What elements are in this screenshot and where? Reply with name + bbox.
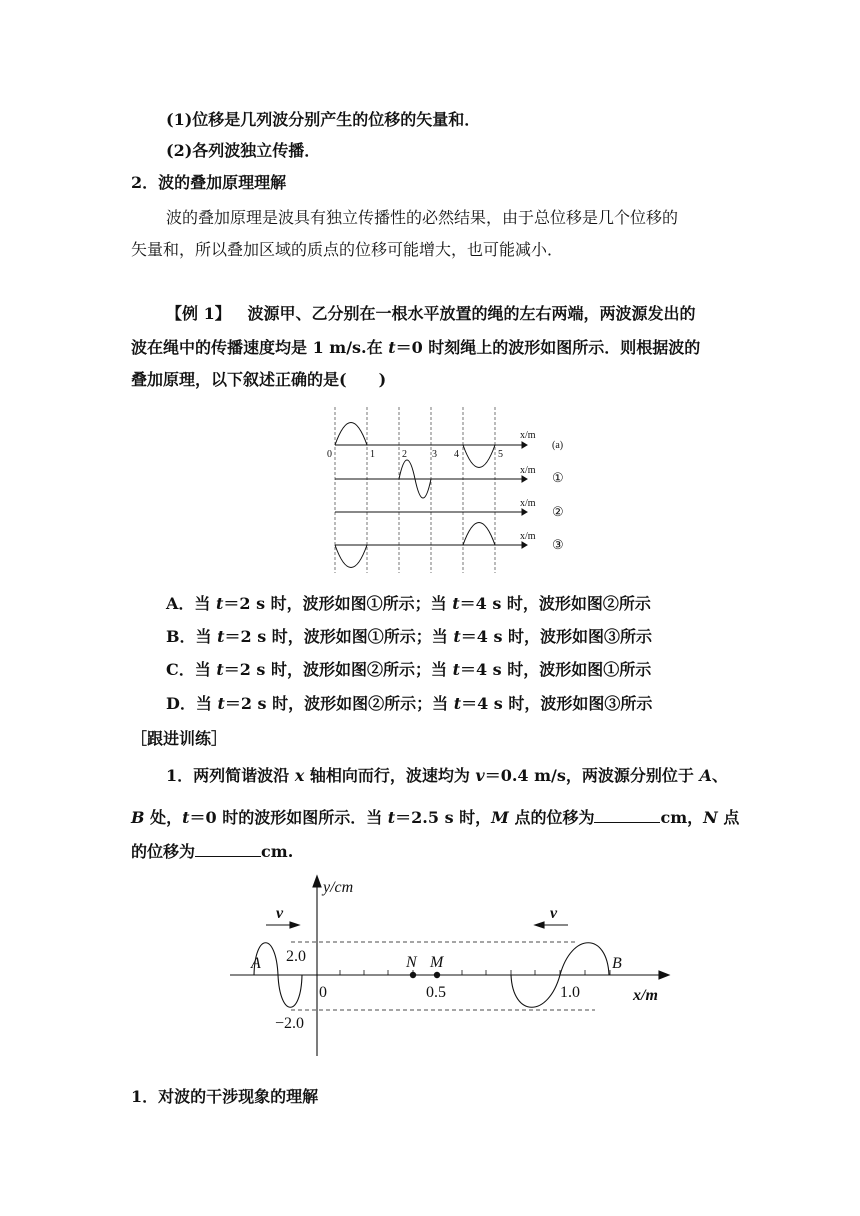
option-a-text: ＝2 s 时，波形如图①所示；当 <box>223 594 453 613</box>
option-c-text: ＝2 s 时，波形如图②所示；当 <box>223 660 453 679</box>
tick-label-1-0: 1.0 <box>560 984 580 1001</box>
example-line-1 <box>166 302 695 326</box>
item-1: (1)位移是几列波分别产生的位移的矢量和． <box>166 110 481 129</box>
row-label-1: ① <box>552 470 564 485</box>
tick-label-2-0: 2.0 <box>286 948 306 965</box>
section-heading-2: 2．波的叠加原理理解 <box>131 173 287 192</box>
var-t: t <box>216 660 224 679</box>
tick-1: 1 <box>370 449 375 460</box>
question-text: 点的位移为 <box>508 808 595 827</box>
question-text: ＝0 时的波形如图所示．当 <box>189 808 388 827</box>
var-t: t <box>182 808 190 827</box>
var-t: t <box>217 694 225 713</box>
velocity-arrowhead-right <box>535 922 544 928</box>
wave-a-left <box>335 423 367 446</box>
wave-3-left <box>335 545 367 568</box>
example-text: 波在绳中的传播速度均是 1 m/s.在 <box>131 338 389 357</box>
label-m: M <box>430 954 444 971</box>
option-d-text: ＝2 s 时，波形如图②所示；当 <box>224 694 454 713</box>
wave-figure-2 <box>225 870 675 1060</box>
var-t: t <box>388 338 396 357</box>
example-line-3: 叠加原理，以下叙述正确的是( ) <box>131 370 387 389</box>
x-axis-arrow <box>659 971 669 979</box>
option-a <box>166 592 651 616</box>
var-t: t <box>452 660 460 679</box>
question-line-2 <box>131 804 739 830</box>
option-a-text: A．当 <box>166 594 216 613</box>
var-n: N <box>703 808 718 827</box>
row-label-3: ③ <box>552 537 564 552</box>
option-b-text: ＝2 s 时，波形如图①所示；当 <box>224 627 454 646</box>
arrow-1 <box>522 476 527 482</box>
axis-label-1: x/m <box>520 465 536 476</box>
row-label-2: ② <box>552 504 564 519</box>
var-a: A <box>699 766 712 785</box>
option-b-text: ＝4 s 时，波形如图③所示 <box>460 627 653 646</box>
answer-blank-m[interactable] <box>594 804 660 823</box>
question-text: 的位移为 <box>131 842 196 861</box>
var-x: x <box>294 766 305 785</box>
var-t: t <box>387 808 396 827</box>
section-heading-3: 1．对波的干涉现象的理解 <box>131 1087 319 1106</box>
label-n: N <box>406 954 417 971</box>
velocity-label-right: v <box>550 905 558 922</box>
x-ticks <box>340 970 610 975</box>
question-text: ＝2.5 s 时， <box>395 808 492 827</box>
option-c-text: ＝4 s 时，波形如图①所示 <box>459 660 652 679</box>
option-b-text: B．当 <box>166 627 218 646</box>
axis-label-2: x/m <box>520 498 536 509</box>
example-line-2 <box>131 336 700 360</box>
label-b: B <box>612 955 622 972</box>
example-text: ＝0 时刻绳上的波形如图所示．则根据波的 <box>395 338 701 357</box>
option-d-text: D．当 <box>166 694 218 713</box>
question-line-3 <box>131 838 293 864</box>
answer-blank-n[interactable] <box>195 838 261 857</box>
paragraph-line-1: 波的叠加原理是波具有独立传播性的必然结果，由于总位移是几个位移的 <box>166 208 679 227</box>
option-d <box>166 692 652 716</box>
point-n <box>410 972 416 978</box>
y-axis-arrow <box>313 876 321 887</box>
tick-label-neg-2-0: −2.0 <box>275 1015 305 1032</box>
tick-label-0: 0 <box>319 984 327 1001</box>
var-t: t <box>216 594 224 613</box>
tick-label-0-5: 0.5 <box>426 984 446 1001</box>
wave-figure-1 <box>320 405 580 575</box>
paragraph-line-2: 矢量和，所以叠加区域的质点的位移可能增大，也可能减小． <box>131 240 564 259</box>
tick-5: 5 <box>498 449 503 460</box>
option-a-text: ＝4 s 时，波形如图②所示 <box>459 594 651 613</box>
option-d-text: ＝4 s 时，波形如图③所示 <box>461 694 653 713</box>
question-text: ＝0.4 m/s，两波源分别位于 <box>484 766 700 785</box>
var-m: M <box>491 808 509 827</box>
wave-a-right <box>463 445 495 468</box>
arrow-3 <box>522 542 527 548</box>
var-b: B <box>131 808 145 827</box>
y-axis-label: y/cm <box>323 879 354 896</box>
tick-2: 2 <box>402 449 407 460</box>
question-text: cm， <box>660 808 704 827</box>
arrow-2 <box>522 509 527 515</box>
axis-label-3: x/m <box>520 531 536 542</box>
point-m <box>434 972 440 978</box>
wave-3-right <box>463 523 495 546</box>
follow-up-heading: ［跟进训练］ <box>131 729 228 748</box>
question-text: cm. <box>261 842 294 861</box>
question-text: 、 <box>711 766 728 785</box>
tick-4: 4 <box>454 449 459 460</box>
dashed-guides <box>335 407 495 573</box>
var-v: v <box>475 766 485 785</box>
var-t: t <box>453 627 461 646</box>
arrow-a <box>522 442 527 448</box>
var-t: t <box>453 694 462 713</box>
tick-0: 0 <box>327 449 332 460</box>
var-t: t <box>452 594 460 613</box>
label-a: A <box>251 955 261 972</box>
var-t: t <box>217 627 225 646</box>
question-text: 点 <box>717 808 740 827</box>
example-text: 波源甲、乙分别在一根水平放置的绳的左右两端，两波源发出的 <box>247 304 696 323</box>
velocity-label-left: v <box>276 905 284 922</box>
question-line-1 <box>166 764 728 788</box>
question-text: 轴相向而行，波速均为 <box>304 766 476 785</box>
question-text: 处， <box>144 808 183 827</box>
option-c <box>166 658 651 682</box>
tick-3: 3 <box>432 449 437 460</box>
x-axis-label: x/m <box>633 987 658 1004</box>
question-text: 1．两列简谐波沿 <box>166 766 295 785</box>
axis-label-a: x/m <box>520 430 536 441</box>
item-2: (2)各列波独立传播． <box>166 141 321 160</box>
example-label: 【例 1】 <box>166 304 231 323</box>
option-c-text: C．当 <box>166 660 217 679</box>
row-label-a: (a) <box>552 440 564 451</box>
velocity-arrowhead-left <box>290 922 299 928</box>
option-b <box>166 625 652 649</box>
